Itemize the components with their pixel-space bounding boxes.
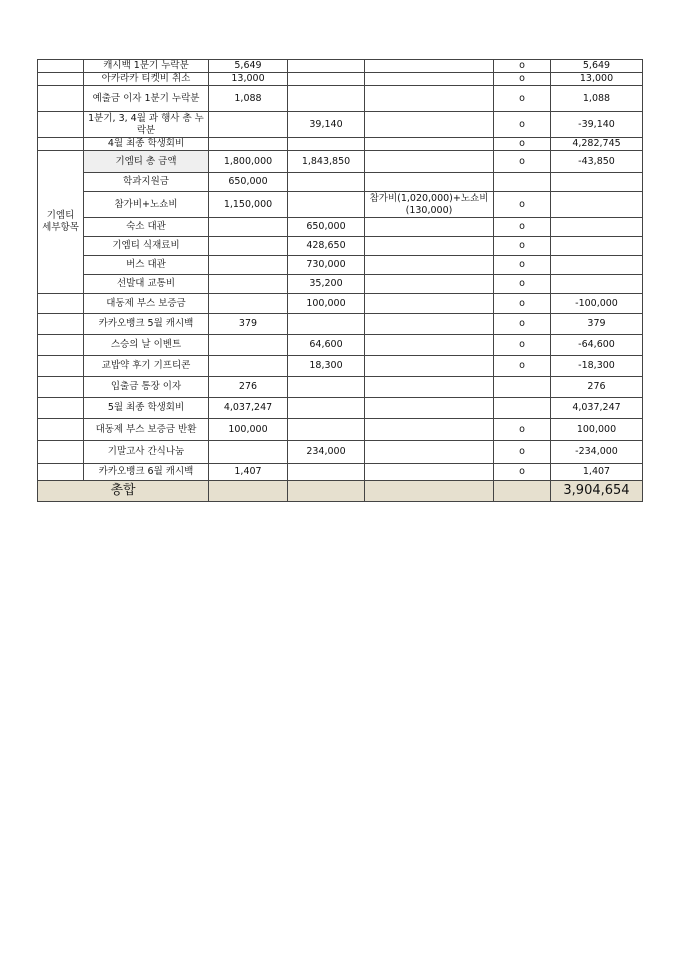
balance-cell: 13,000 [551, 73, 643, 86]
expense-cell [288, 481, 365, 502]
check-cell: o [494, 256, 551, 275]
expense-cell [288, 314, 365, 335]
income-cell [209, 112, 288, 138]
expense-cell: 100,000 [288, 294, 365, 314]
check-cell: o [494, 60, 551, 73]
expense-cell: 428,650 [288, 237, 365, 256]
income-cell: 4,037,247 [209, 398, 288, 419]
category-cell [38, 73, 84, 86]
note-cell [365, 218, 494, 237]
table-row [38, 138, 643, 151]
note-cell [365, 275, 494, 294]
note-cell [365, 356, 494, 377]
total-balance: 3,904,654 [551, 481, 643, 502]
balance-cell [551, 275, 643, 294]
check-cell: o [494, 419, 551, 441]
item-cell: 대동제 부스 보증금 [84, 294, 209, 314]
check-cell: o [494, 138, 551, 151]
note-cell: 참가비(1,020,000)+노쇼비(130,000) [365, 192, 494, 218]
balance-cell: 5,649 [551, 60, 643, 73]
item-cell: 선발대 교통비 [84, 275, 209, 294]
check-cell: o [494, 441, 551, 464]
table-row [38, 73, 643, 86]
expense-cell: 650,000 [288, 218, 365, 237]
balance-cell: 100,000 [551, 419, 643, 441]
table-row [38, 256, 643, 275]
note-cell [365, 464, 494, 481]
expense-cell [288, 464, 365, 481]
expense-cell [288, 73, 365, 86]
category-cell [38, 86, 84, 112]
income-cell: 5,649 [209, 60, 288, 73]
category-cell [38, 112, 84, 138]
category-cell [38, 441, 84, 464]
note-cell [365, 377, 494, 398]
item-cell: 카카오뱅크 6월 캐시백 [84, 464, 209, 481]
note-cell [365, 294, 494, 314]
item-cell: 기엠티 식재료비 [84, 237, 209, 256]
category-cell [38, 60, 84, 73]
item-cell: 버스 대관 [84, 256, 209, 275]
balance-cell [551, 237, 643, 256]
note-cell [365, 73, 494, 86]
table-row [38, 377, 643, 398]
balance-cell: -100,000 [551, 294, 643, 314]
income-cell [209, 481, 288, 502]
item-cell: 숙소 대관 [84, 218, 209, 237]
income-cell: 1,407 [209, 464, 288, 481]
table-row [38, 419, 643, 441]
check-cell: o [494, 356, 551, 377]
balance-cell: 1,407 [551, 464, 643, 481]
item-cell: 기말고사 간식나눔 [84, 441, 209, 464]
item-cell: 학과지원금 [84, 173, 209, 192]
expense-cell [288, 398, 365, 419]
note-cell [365, 441, 494, 464]
item-cell: 5월 최종 학생회비 [84, 398, 209, 419]
table-row [38, 441, 643, 464]
check-cell [494, 398, 551, 419]
item-cell: 1분기, 3, 4월 과 행사 총 누락분 [84, 112, 209, 138]
table-row [38, 356, 643, 377]
check-cell: o [494, 151, 551, 173]
income-cell: 1,088 [209, 86, 288, 112]
group-label-line1: 기엠티 [46, 210, 75, 221]
check-cell [494, 481, 551, 502]
note-cell [365, 398, 494, 419]
income-cell: 1,150,000 [209, 192, 288, 218]
expense-cell: 730,000 [288, 256, 365, 275]
balance-cell: -234,000 [551, 441, 643, 464]
note-cell [365, 256, 494, 275]
note-cell [365, 481, 494, 502]
expense-cell [288, 173, 365, 192]
table-row [38, 86, 643, 112]
item-cell: 카카오뱅크 5월 캐시백 [84, 314, 209, 335]
balance-cell: -64,600 [551, 335, 643, 356]
note-cell [365, 314, 494, 335]
check-cell [494, 377, 551, 398]
income-cell: 13,000 [209, 73, 288, 86]
table-row [38, 192, 643, 218]
item-cell: 참가비+노쇼비 [84, 192, 209, 218]
category-cell [38, 377, 84, 398]
income-cell [209, 441, 288, 464]
balance-cell [551, 218, 643, 237]
table-row [38, 398, 643, 419]
income-cell [209, 294, 288, 314]
category-cell [38, 419, 84, 441]
note-cell [365, 86, 494, 112]
check-cell [494, 173, 551, 192]
expense-cell: 18,300 [288, 356, 365, 377]
check-cell: o [494, 192, 551, 218]
check-cell: o [494, 218, 551, 237]
check-cell: o [494, 464, 551, 481]
income-cell: 276 [209, 377, 288, 398]
group-label-cell [38, 151, 84, 294]
expense-cell [288, 419, 365, 441]
income-cell: 100,000 [209, 419, 288, 441]
income-cell [209, 237, 288, 256]
expense-cell [288, 377, 365, 398]
income-cell [209, 356, 288, 377]
income-cell [209, 256, 288, 275]
balance-cell: -39,140 [551, 112, 643, 138]
table-row [38, 464, 643, 481]
category-cell [38, 138, 84, 151]
table-row [38, 173, 643, 192]
category-cell [38, 314, 84, 335]
income-cell [209, 218, 288, 237]
table-row [38, 294, 643, 314]
check-cell: o [494, 335, 551, 356]
table-row [38, 335, 643, 356]
balance-cell: 4,282,745 [551, 138, 643, 151]
balance-cell: -18,300 [551, 356, 643, 377]
expense-cell: 1,843,850 [288, 151, 365, 173]
balance-cell: 4,037,247 [551, 398, 643, 419]
note-cell [365, 60, 494, 73]
total-label: 총합 [38, 481, 209, 502]
expense-cell [288, 138, 365, 151]
item-cell: 아카라카 티켓비 취소 [84, 73, 209, 86]
income-cell [209, 335, 288, 356]
note-cell [365, 112, 494, 138]
note-cell [365, 151, 494, 173]
check-cell: o [494, 237, 551, 256]
expense-cell: 64,600 [288, 335, 365, 356]
group-label-line2: 세부항목 [42, 222, 79, 233]
expense-cell: 35,200 [288, 275, 365, 294]
item-cell: 교밥약 후기 기프티콘 [84, 356, 209, 377]
item-cell: 입출금 통장 이자 [84, 377, 209, 398]
income-cell: 1,800,000 [209, 151, 288, 173]
expense-cell [288, 60, 365, 73]
expense-cell [288, 86, 365, 112]
check-cell: o [494, 275, 551, 294]
income-cell: 650,000 [209, 173, 288, 192]
category-cell [38, 335, 84, 356]
balance-cell [551, 173, 643, 192]
category-cell [38, 398, 84, 419]
check-cell: o [494, 73, 551, 86]
note-cell [365, 138, 494, 151]
balance-cell [551, 256, 643, 275]
income-cell [209, 138, 288, 151]
expense-cell: 234,000 [288, 441, 365, 464]
table-row [38, 151, 643, 173]
item-cell: 예출금 이자 1분기 누락분 [84, 86, 209, 112]
ledger-table [37, 59, 643, 502]
note-cell [365, 335, 494, 356]
balance-cell: 276 [551, 377, 643, 398]
table-row [38, 218, 643, 237]
item-cell: 캐시백 1분기 누락분 [84, 60, 209, 73]
item-cell: 기엠티 총 금액 [84, 151, 209, 173]
note-cell [365, 173, 494, 192]
table-row [38, 237, 643, 256]
expense-cell [288, 192, 365, 218]
table-row [38, 314, 643, 335]
balance-cell [551, 192, 643, 218]
category-cell [38, 464, 84, 481]
category-cell [38, 294, 84, 314]
check-cell: o [494, 86, 551, 112]
item-cell: 4월 최종 학생회비 [84, 138, 209, 151]
income-cell [209, 275, 288, 294]
total-row [38, 481, 643, 502]
table-row [38, 112, 643, 138]
note-cell [365, 419, 494, 441]
check-cell: o [494, 112, 551, 138]
item-cell: 스승의 날 이벤트 [84, 335, 209, 356]
balance-cell: -43,850 [551, 151, 643, 173]
item-cell: 대동제 부스 보증금 반환 [84, 419, 209, 441]
table-row [38, 60, 643, 73]
table-row [38, 275, 643, 294]
expense-cell: 39,140 [288, 112, 365, 138]
income-cell: 379 [209, 314, 288, 335]
category-cell [38, 356, 84, 377]
check-cell: o [494, 314, 551, 335]
check-cell: o [494, 294, 551, 314]
balance-cell: 379 [551, 314, 643, 335]
balance-cell: 1,088 [551, 86, 643, 112]
note-cell [365, 237, 494, 256]
